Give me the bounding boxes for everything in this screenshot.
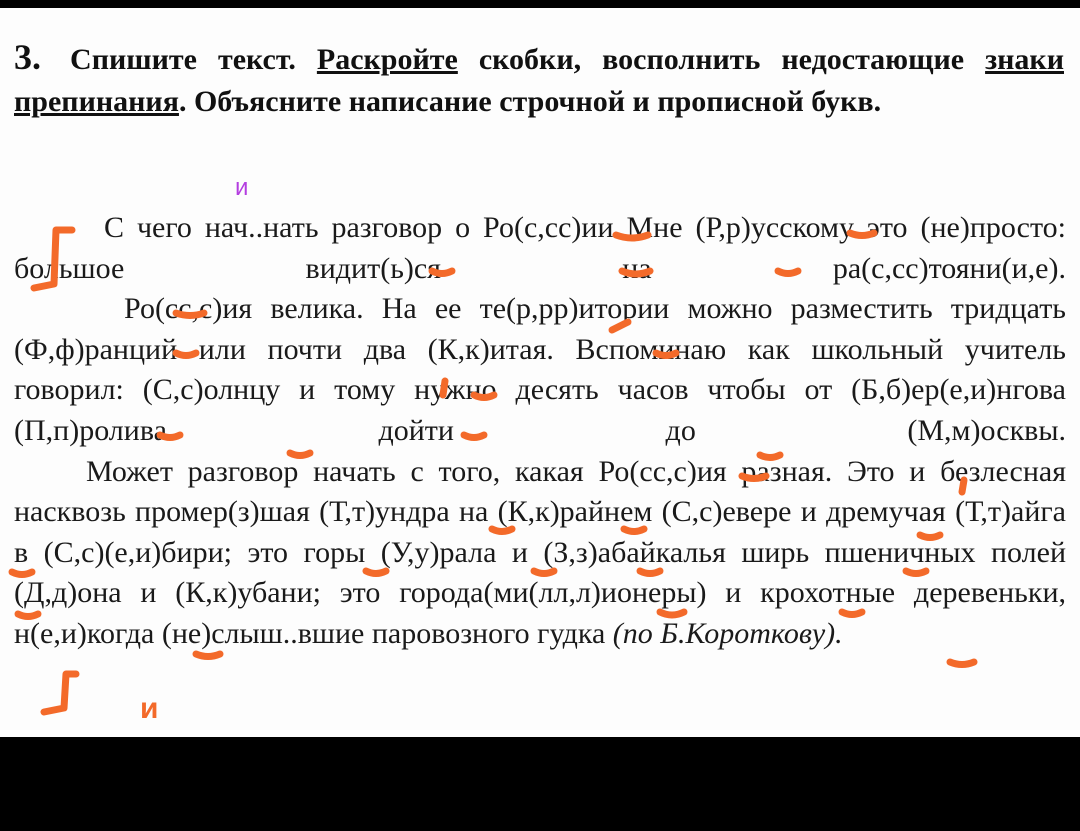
underline-s-1 — [474, 395, 494, 398]
underline-i-1 — [640, 571, 660, 574]
underline-i-2 — [950, 662, 974, 665]
top-border — [0, 0, 1080, 8]
underline-p — [464, 435, 484, 438]
underline-u — [906, 571, 926, 574]
exercise-number: 3. — [14, 37, 41, 77]
comma-mark-2 — [962, 480, 964, 492]
paragraph-1: С чего нач..нать разговор о Ро(с,сс)ии Мне (Р,р)усскому это (не)просто: большое видит(ь)ся на ра(с,сс)тояни(и,е). — [14, 211, 1066, 285]
instruction-rest: . Объясните написание строчной и прописной букв. — [178, 85, 882, 118]
underline-k-2 — [920, 535, 940, 538]
underline-r-1 — [850, 233, 874, 236]
underline-e-2 — [290, 453, 310, 456]
instruction-underlined-2: знаки препинания — [14, 43, 1064, 118]
underline-e-1 — [778, 271, 798, 274]
instruction-mid: скобки, восполнить недостающие — [457, 43, 986, 76]
tick-dva — [612, 322, 628, 330]
handwritten-orange-letter: и — [140, 692, 159, 725]
source-credit: (по Б.Короткову). — [612, 616, 843, 650]
underline-b — [160, 435, 180, 438]
underline-t-1 — [624, 529, 644, 532]
underline-s-3 — [534, 571, 554, 574]
worksheet-page — [0, 8, 1080, 737]
underline-ss-1 — [616, 235, 648, 238]
underline-k-3 — [842, 612, 862, 615]
instruction-intro: Спишите текст. — [70, 43, 296, 76]
underline-ss-3 — [176, 313, 204, 316]
underline-ss-2 — [622, 271, 650, 274]
underline-k-1 — [656, 353, 676, 356]
underline-t-2 — [366, 571, 386, 574]
underline-ss-4 — [742, 476, 766, 479]
underline-z-2 — [18, 614, 38, 617]
underline-s-2 — [12, 572, 32, 575]
underline-z-1 — [492, 529, 512, 532]
underline-f — [176, 353, 196, 356]
underline-soft-sign — [432, 271, 452, 274]
instruction-underlined-1: Раскройте — [316, 43, 458, 76]
bracket-mark-ne-2 — [44, 674, 76, 712]
handwritten-purple-letter: и — [235, 174, 249, 201]
bottom-black-area — [0, 737, 1080, 831]
paragraph-2: Ро(сс,с)ия велика. На ее те(р,рр)итории можно разместить тридцать (Ф,ф)ранций или почти два (К,к)итая. Вспоминаю как школьный учитель говорил: (С,с)олнцу и тому нужно десять часов чтобы от (Б,б)ер(е,и)нгова (П,п)ролива дойти до (М,м)осквы. — [14, 292, 1066, 447]
handwritten-corrections — [0, 8, 1080, 737]
paragraph-3-text: Может разговор начать с того, какая Ро(сс,с)ия разная. Это и безлесная насквозь промер(з)шая (Т,т)ундра на (К,к)райнем (С,с)евере и дремучая (Т,т)айга в (С,с)(е,и)бири; это горы (У,у)рала и (З,з)абайкалья ширь пшеничных полей (Д,д)она и (К,к)убани; это города(ми(лл,л)ионеры) и крохотные деревеньки, н(е,и)когда (не)слыш..вшие паровозного гудка — [14, 454, 1066, 650]
underline-d — [660, 612, 684, 615]
underline-l — [196, 654, 220, 657]
bracket-mark-ne-1 — [34, 230, 72, 288]
underline-m — [760, 455, 780, 458]
comma-mark-1 — [443, 381, 445, 395]
